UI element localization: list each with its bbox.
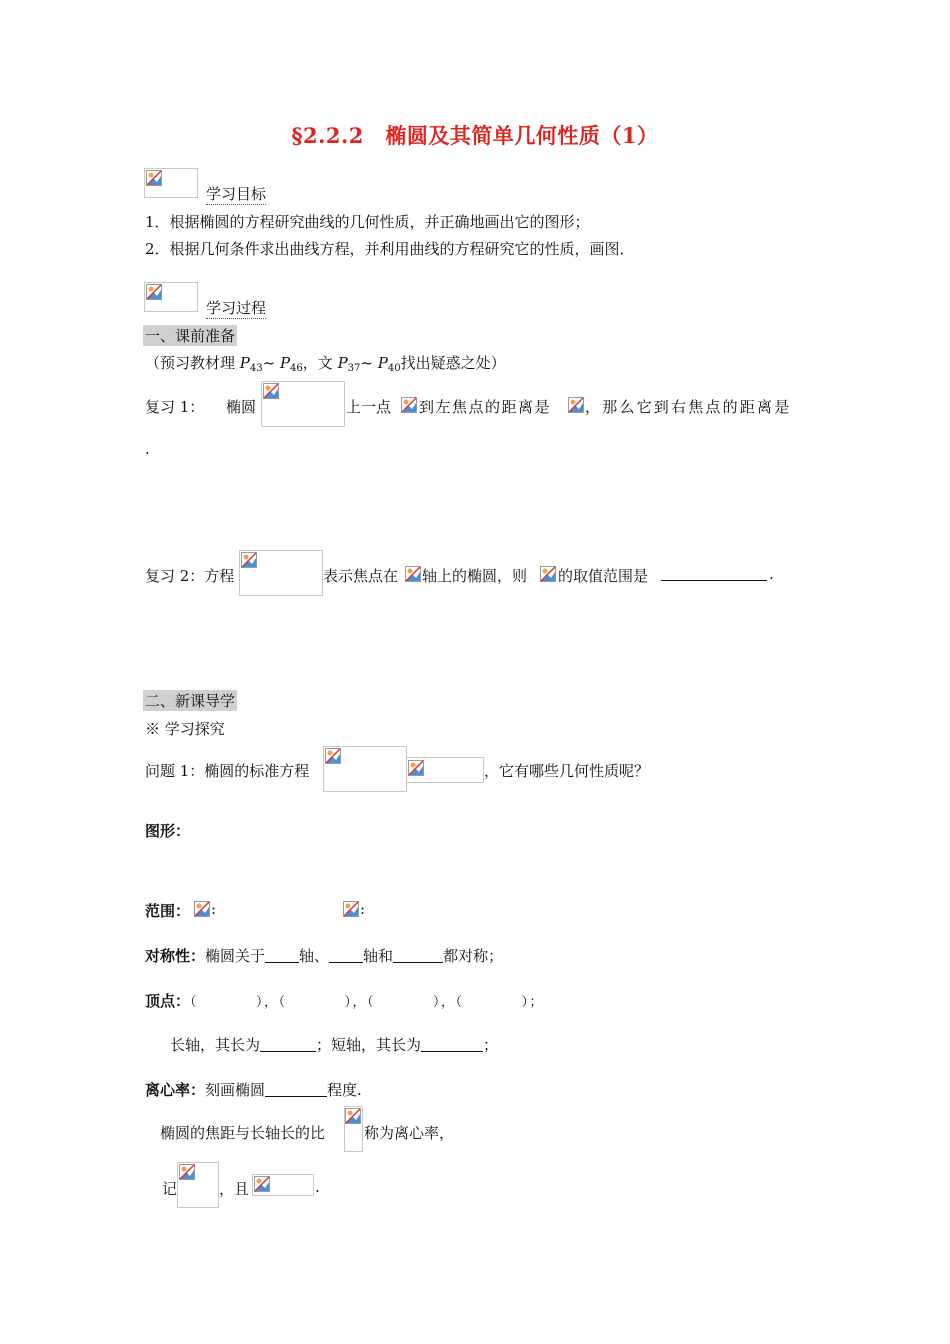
goal-item-1: 1．根据椭圆的方程研究曲线的几何性质，并正确地画出它的图形；: [145, 213, 590, 231]
review-2-text-1: 表示焦点在: [323, 567, 399, 585]
shape-label: 图形：: [145, 822, 191, 840]
answer-blank: [265, 1082, 327, 1097]
explore-heading: ※ 学习探究: [145, 720, 225, 738]
review-2-label: 复习 2：方程: [145, 567, 235, 585]
goal-item-2: 2．根据几何条件求出曲线方程，并利用曲线的方程研究它的性质，画图．: [145, 240, 635, 258]
answer-blank: [661, 566, 767, 581]
eccentricity-label: 离心率：: [145, 1081, 206, 1099]
record-text-1: 记: [162, 1180, 178, 1198]
e-range-image: [252, 1174, 314, 1196]
answer-blank: [260, 1037, 316, 1052]
standard-equation-image: [323, 746, 407, 792]
symmetry-label: 对称性：: [145, 947, 206, 965]
e-formula-image: [177, 1162, 219, 1208]
broken-image-icon: [401, 397, 417, 413]
broken-image-icon: [179, 1164, 195, 1180]
preview-note: （预习教材理 $P_{43}\sim$ $P_{46}$，文 $P_{37}\sim$ $P_{40}$找出疑惑之处）: [145, 354, 506, 374]
broken-image-icon: [343, 901, 359, 917]
broken-image-icon: [146, 284, 162, 300]
broken-image-icon: [325, 748, 341, 764]
review-1-text-4: ，那么它到右焦点的距离是: [585, 398, 792, 416]
range-colon-1: :: [211, 900, 217, 918]
condition-image: [406, 757, 484, 783]
review-1-end: .: [145, 440, 150, 458]
axes-line: 长轴，其长为 ；短轴，其长为 ；: [170, 1036, 499, 1054]
question-1-text-2: ，它有哪些几何性质呢？: [484, 762, 650, 780]
answer-blank: [329, 948, 363, 963]
broken-image-icon: [405, 566, 421, 582]
record-text-2: ，且: [219, 1180, 250, 1198]
answer-blank: [393, 948, 443, 963]
goals-heading: 学习目标: [206, 185, 267, 203]
vertex-label: 顶点：: [145, 992, 191, 1010]
review-1-text-3: 到左焦点的距离是: [419, 398, 552, 416]
answer-blank: [265, 948, 299, 963]
broken-image-icon: [194, 901, 210, 917]
equation-image: [239, 550, 323, 596]
broken-image-icon: [568, 397, 584, 413]
broken-image-icon: [345, 1108, 361, 1124]
record-end: .: [315, 1178, 320, 1196]
process-heading: 学习过程: [206, 299, 267, 317]
review-1-text-1: 椭圆: [226, 398, 257, 416]
ellipse-equation-image: [261, 381, 345, 427]
ratio-image: [344, 1106, 363, 1152]
review-1-label: 复习 1：: [145, 398, 205, 416]
eccentricity-def-text-2: 称为离心率，: [364, 1124, 455, 1142]
eccentricity-line: 离心率：刻画椭圆 程度.: [145, 1081, 362, 1099]
review-2-text-3: 的取值范围是: [558, 567, 649, 585]
process-image-placeholder: [144, 282, 198, 312]
broken-image-icon: [241, 552, 257, 568]
review-1-text-2: 上一点: [346, 398, 392, 416]
range-colon-2: :: [360, 900, 366, 918]
broken-image-icon: [263, 383, 279, 399]
broken-image-icon: [254, 1176, 270, 1192]
broken-image-icon: [540, 566, 556, 582]
range-label: 范围：: [145, 902, 191, 920]
goals-image-placeholder: [144, 168, 198, 198]
broken-image-icon: [408, 760, 424, 776]
vertex-line: 顶点：（ ），（ ），（ ），（ ）；: [145, 992, 545, 1010]
eccentricity-def-text-1: 椭圆的焦距与长轴长的比: [160, 1124, 326, 1142]
answer-blank: [421, 1037, 483, 1052]
question-1-text-1: 问题 1：椭圆的标准方程: [145, 762, 310, 780]
review-2-text-2: 轴上的椭圆，则: [422, 567, 528, 585]
page-title: §2.2.2 椭圆及其简单几何性质（1）: [291, 123, 659, 148]
section-1-heading: 一、课前准备: [145, 327, 236, 345]
section-2-heading: 二、新课导学: [145, 692, 236, 710]
review-2-end: .: [769, 565, 774, 583]
symmetry-line: 对称性：椭圆关于 轴、 轴和 都对称；: [145, 947, 504, 965]
broken-image-icon: [146, 170, 162, 186]
